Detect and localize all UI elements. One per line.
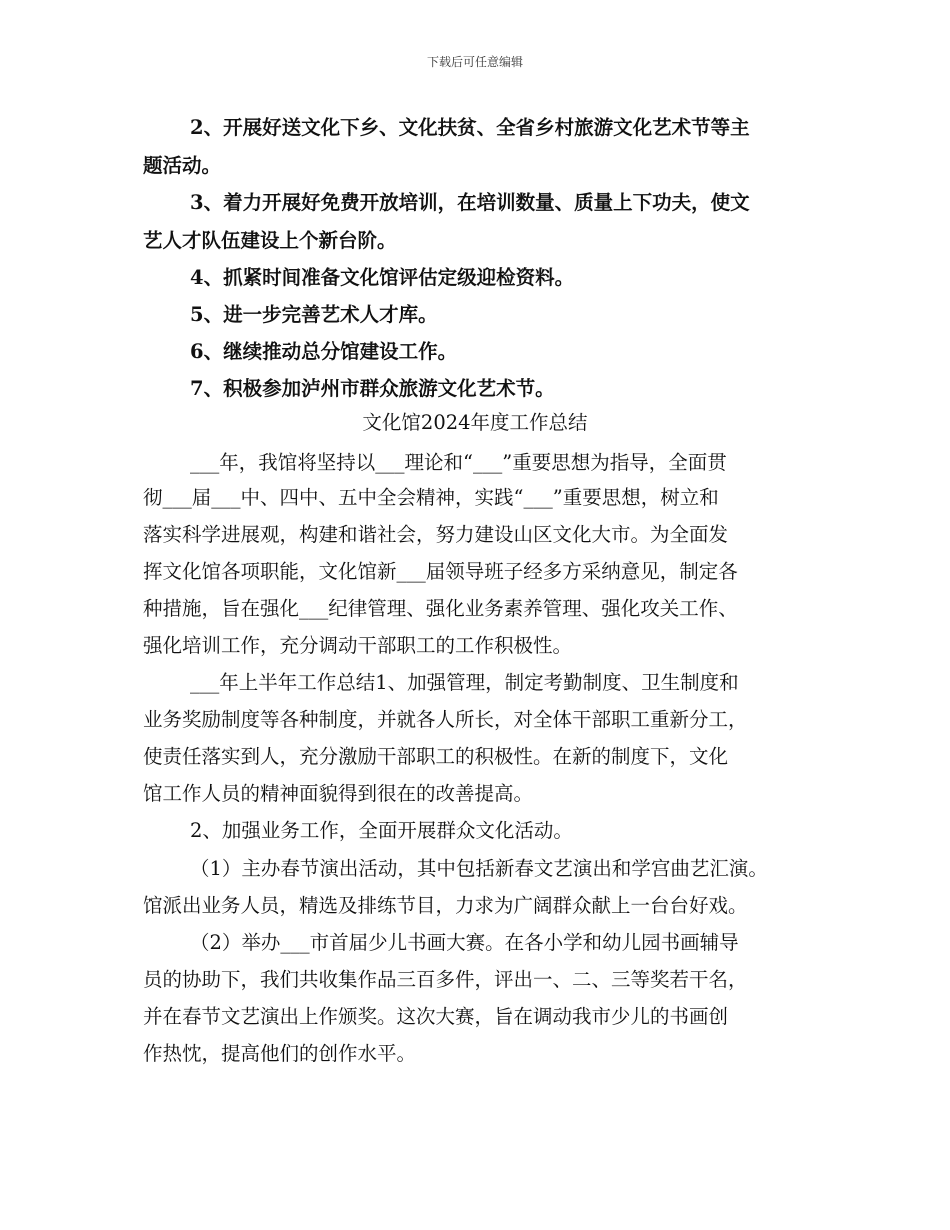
text-line: 3、着力开展好免费开放培训，在培训数量、质量上下功夫，使文 [190, 191, 750, 214]
text-line: 并在春节文艺演出上作颁奖。这次大赛，旨在调动我市少儿的书画创 [143, 1005, 729, 1028]
text-line: 业务奖励制度等各种制度，并就各人所长，对全体干部职工重新分工， [143, 708, 748, 731]
text-line: 彻___届___中、四中、五中全会精神，实践“___”重要思想，树立和 [143, 486, 719, 509]
text-line: 7、积极参加泸州市群众旅游文化艺术节。 [190, 377, 555, 400]
text-line: （2）举办___市首届少儿书画大赛。在各小学和幼儿园书画辅导 [190, 931, 739, 954]
text-line: 馆工作人员的精神面貌得到很在的改善提高。 [143, 782, 534, 805]
text-line: 2、加强业务工作，全面开展群众文化活动。 [190, 819, 573, 842]
text-line: 种措施，旨在强化___纪律管理、强化业务素养管理、强化攻关工作、 [143, 597, 738, 620]
text-line: 馆派出业务人员，精选及排练节目，力求为广阔群众献上一台台好戏。 [143, 894, 748, 917]
document-title: 文化馆2024年度工作总结 [362, 411, 588, 434]
text-line: 落实科学进展观，构建和谐社会，努力建设山区文化大市。为全面发 [143, 523, 729, 546]
text-line: 5、进一步完善艺术人才库。 [190, 303, 438, 326]
text-line: 题活动。 [143, 154, 222, 177]
text-line: 2、开展好送文化下乡、文化扶贫、全省乡村旅游文化艺术节等主 [190, 116, 750, 139]
text-line: 6、继续推动总分馆建设工作。 [190, 340, 458, 363]
text-line: 作热忱，提高他们的创作水平。 [143, 1042, 417, 1065]
text-line: 4、抓紧时间准备文化馆评估定级迎检资料。 [190, 266, 575, 289]
page-header: 下载后可任意编辑 [426, 55, 523, 69]
text-line: 挥文化馆各项职能，文化馆新___届领导班子经多方采纳意见，制定各 [143, 560, 738, 583]
text-line: 艺人才队伍建设上个新台阶。 [143, 229, 397, 252]
text-line: ___年上半年工作总结1、加强管理，制定考勤制度、卫生制度和 [190, 671, 739, 694]
text-line: 强化培训工作，充分调动干部职工的工作积极性。 [143, 634, 573, 657]
text-line: 员的协助下，我们共收集作品三百多件，评出一、二、三等奖若干名， [143, 968, 748, 991]
text-line: （1）主办春节演出活动，其中包括新春文艺演出和学宫曲艺汇演。 [190, 857, 768, 880]
text-line: ___年，我馆将坚持以___理论和“___”重要思想为指导，全面贯 [190, 451, 727, 474]
text-line: 使责任落实到人，充分激励干部职工的积极性。在新的制度下，文化 [143, 745, 729, 768]
